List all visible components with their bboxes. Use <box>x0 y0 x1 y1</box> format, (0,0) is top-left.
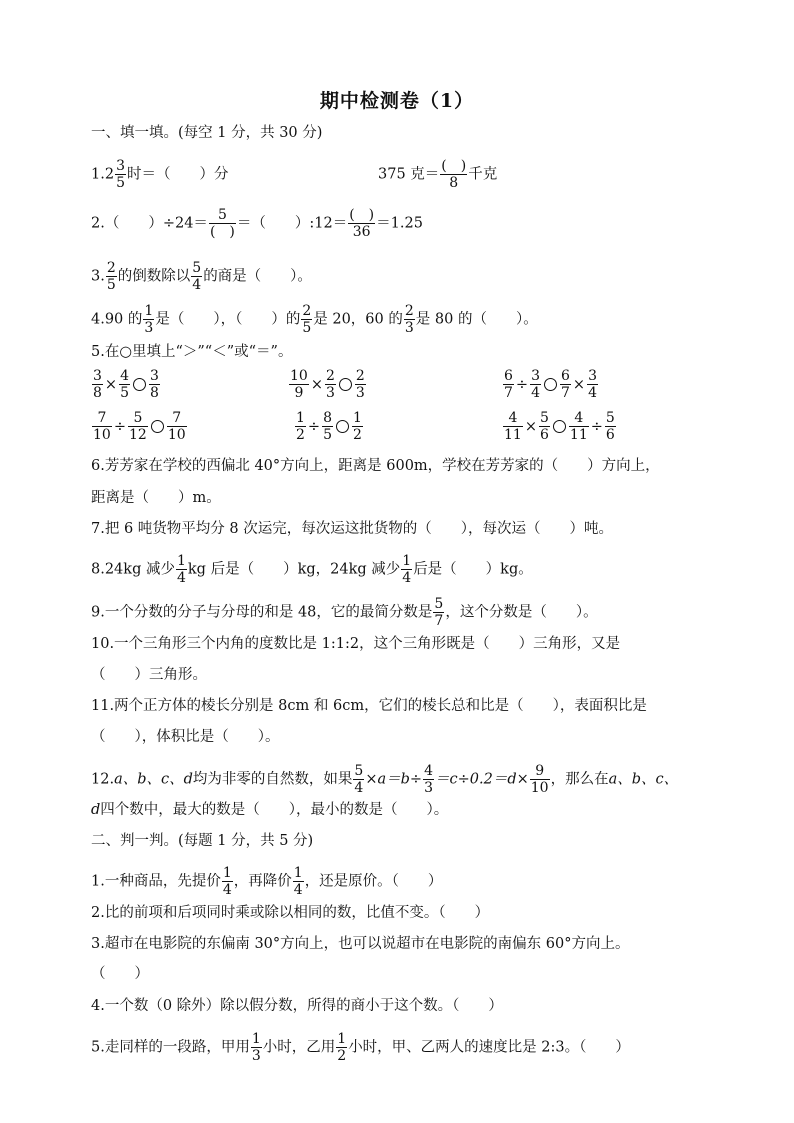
compare-item-a2: $\frac{10}{9}$ × $\frac{2}{3}$ $\frac{2}{3}$ <box>290 368 365 401</box>
judge-5: 5.走同样的一段路，甲用 $\frac{1}{3}$ 小时，乙用 $\frac{1}{2}$ 小时，甲、乙两人的速度比是 2:3。（ ） <box>91 1031 630 1064</box>
answer-circle[interactable] <box>133 378 146 391</box>
question-3: 3. $\frac{2}{5}$ 的倒数除以 $\frac{5}{4}$ 的商是（ ）。 <box>91 260 312 293</box>
compare-item-a3: $\frac{6}{7}$ ÷ $\frac{3}{4}$ $\frac{6}{7}$ × $\frac{3}{4}$ <box>504 368 597 401</box>
question-9: 9.一个分数的分子与分母的和是 48，它的最简分数是 $\frac{5}{7}$ ，这个分数是（ ）。 <box>91 596 598 629</box>
judge-1: 1.一种商品，先提价 $\frac{1}{4}$ ，再降价 $\frac{1}{4}$ ，还是原价。（ ） <box>91 865 443 898</box>
question-2: 2.（ ）÷24＝ $\frac{5}{( )}$ ＝（ ）:12＝ $\frac{( )}{36}$ ＝1.25 <box>91 207 423 240</box>
page-title: 期中检测卷（1） <box>319 90 475 112</box>
compare-item-a1: $\frac{3}{8}$ × $\frac{4}{5}$ $\frac{3}{8}$ <box>93 368 159 401</box>
question-1b: 375 克＝ $\frac{( )}{8}$ 千克 <box>378 158 498 191</box>
question-12-line2: d四个数中，最大的数是（ ），最小的数是（ ）。 <box>91 802 449 818</box>
answer-circle[interactable] <box>336 420 349 433</box>
question-1a: 1.2 $\frac{3}{5}$ 时＝（ ）分 <box>91 158 229 191</box>
question-6-line1: 6.芳芳家在学校的西偏北 40°方向上，距离是 600m，学校在芳芳家的（ ）方向上， <box>91 458 660 474</box>
compare-item-b1: $\frac{7}{10}$ ÷ $\frac{5}{12}$ $\frac{7}{10}$ <box>93 410 186 443</box>
question-11-line2: （ ），体积比是（ ）。 <box>91 729 280 745</box>
fraction: $\frac{( )}{8}$ <box>441 158 467 191</box>
judge-2: 2.比的前项和后项同时乘或除以相同的数，比值不变。（ ） <box>91 905 490 921</box>
compare-item-b3: $\frac{4}{11}$ × $\frac{5}{6}$ $\frac{4}{11}$ ÷ $\frac{5}{6}$ <box>504 410 615 443</box>
question-8: 8.24kg 减少 $\frac{1}{4}$ kg 后是（ ）kg，24kg 减少 $\frac{1}{4}$ 后是（ ）kg。 <box>91 553 533 586</box>
question-10-line1: 10.一个三角形三个内角的度数比是 1:1:2，这个三角形既是（ ）三角形，又是 <box>91 636 621 652</box>
question-10-line2: （ ）三角形。 <box>91 667 207 683</box>
section-2-heading: 二、判一判。(每题 1 分，共 5 分) <box>91 833 314 849</box>
fraction: $\frac{3}{5}$ <box>116 158 125 191</box>
question-6-line2: 距离是（ ）m。 <box>91 490 221 506</box>
question-5: 5.在○里填上“＞”“＜”或“＝”。 <box>91 344 293 360</box>
answer-circle[interactable] <box>339 378 352 391</box>
question-11-line1: 11.两个正方体的棱长分别是 8cm 和 6cm，它们的棱长总和比是（ ），表面积比是 <box>91 698 647 714</box>
judge-3-line1: 3.超市在电影院的东偏南 30°方向上，也可以说超市在电影院的南偏东 60°方向上。 <box>91 936 630 952</box>
answer-circle[interactable] <box>553 420 566 433</box>
section-1-heading: 一、填一填。(每空 1 分，共 30 分) <box>91 125 323 141</box>
question-4: 4.90 的 $\frac{1}{3}$ 是（ ），（ ）的 $\frac{2}{5}$ 是 20，60 的 $\frac{2}{3}$ 是 80 的（ ）。 <box>91 303 538 336</box>
answer-circle[interactable] <box>544 378 557 391</box>
question-7: 7.把 6 吨货物平均分 8 次运完，每次运这批货物的（ ），每次运（ ）吨。 <box>91 521 613 537</box>
question-12-line1: 12.a、b、c、d均为非零的自然数，如果 $\frac{5}{4}$ ×a＝b÷ $\frac{4}{3}$ ＝c÷0.2＝d× $\frac{9}{10}$ ，那么在a、b、c、 <box>91 763 679 796</box>
judge-4: 4.一个数（0 除外）除以假分数，所得的商小于这个数。（ ） <box>91 998 503 1014</box>
answer-circle[interactable] <box>151 420 164 433</box>
judge-3-line2: （ ） <box>91 966 149 982</box>
compare-item-b2: $\frac{1}{2}$ ÷ $\frac{8}{5}$ $\frac{1}{2}$ <box>296 410 362 443</box>
